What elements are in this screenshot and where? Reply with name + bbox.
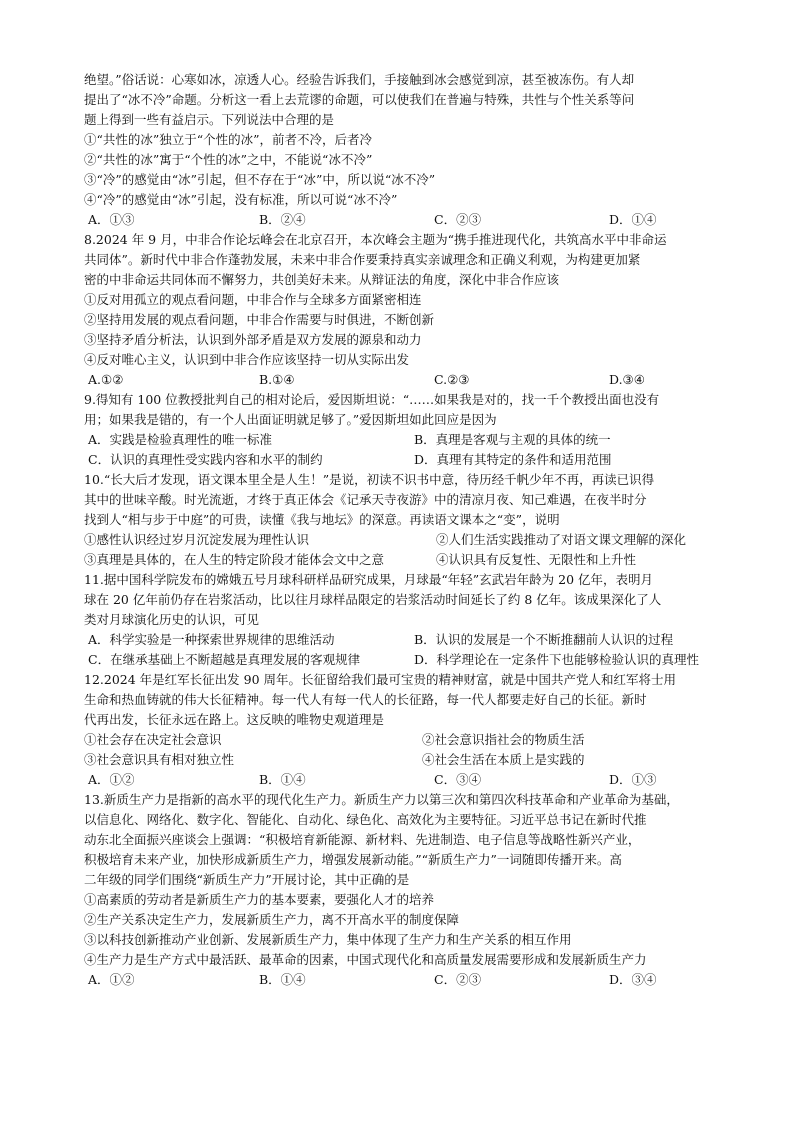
- option-c[interactable]: C．②③: [434, 212, 482, 227]
- option-a[interactable]: A．实践是检验真理性的唯一标准: [88, 432, 273, 447]
- question-8-options: [84, 370, 714, 390]
- question-11-options-row: [84, 630, 714, 650]
- option-b[interactable]: B.①④: [259, 372, 295, 387]
- statement-3: ③社会意识具有相对独立性: [84, 752, 235, 767]
- option-a[interactable]: A．①②: [88, 972, 135, 987]
- question-8-statement: ①反对用孤立的观点看问题，中非合作与全球多方面紧密相连: [84, 292, 422, 307]
- question-12: [84, 670, 714, 790]
- question-8-statement: ②坚持用发展的观点看问题，中非合作需要与时俱进，不断创新: [84, 312, 435, 327]
- question-13-stem-line: 积极培育未来产业，加快形成新质生产力，增强发展新动能。”“新质生产力”一词随即传播开来。高: [84, 852, 622, 867]
- question-7-stem-line: 题上得到一些有益启示。下列说法中合理的是: [84, 112, 335, 127]
- option-d[interactable]: D．科学理论在一定条件下也能够检验认识的真理性: [414, 652, 700, 667]
- question-13-stem-line: 二年级的同学们围绕“新质生产力”开展讨论，其中正确的是: [84, 872, 410, 887]
- question-9: [84, 390, 714, 470]
- option-a[interactable]: A．①②: [88, 772, 135, 787]
- question-13-stem-line: 以信息化、网络化、数字化、智能化、自动化、绿色化、高效化为主要特征。习近平总书记在新时代推: [84, 812, 647, 827]
- option-d[interactable]: D.③④: [609, 372, 645, 387]
- question-12-stem-line: 代再出发，长征永远在路上。这反映的唯物史观道理是: [84, 712, 385, 727]
- question-13-options: [84, 970, 714, 990]
- statement-1: ①社会存在决定社会意识: [84, 732, 222, 747]
- question-7: [84, 70, 714, 230]
- question-12-stem-line: 生命和热血铸就的伟大长征精神。每一代人有每一代人的长征路，每一代人都要走好自己的长征。新时: [84, 692, 647, 707]
- question-11-stem-line: 类对月球演化历史的认识，可见: [84, 612, 260, 627]
- question-8-stem-line: 共同体”。新时代中非合作蓬勃发展，未来中非合作要秉持真实亲诚理念和正确义利观，为构建更加紧: [84, 252, 641, 267]
- question-10-stem-line: 找到人“相与步于中庭”的可贵，读懂《我与地坛》的深意。再读语文课本之“变”，说明: [84, 512, 560, 527]
- option-b[interactable]: B．①④: [259, 972, 306, 987]
- option-c[interactable]: C．认识的真理性受实践内容和水平的制约: [88, 452, 323, 467]
- question-7-statement: ①“共性的冰”独立于“个性的冰”，前者不冷，后者冷: [84, 132, 373, 147]
- question-13-stem-line: 动东北全面振兴座谈会上强调：“积极培育新能源、新材料、先进制造、电子信息等战略性新兴产业，: [84, 832, 641, 847]
- question-9-stem-line: 9.得知有 100 位教授批判自己的相对论后，爱因斯坦说：“……如果我是对的，找一千个教授出面也没有: [84, 392, 660, 407]
- option-d[interactable]: D．③④: [609, 972, 657, 987]
- question-12-options: [84, 770, 714, 790]
- question-8-statement: ④反对唯心主义，认识到中非合作应该坚持一切从实际出发: [84, 352, 410, 367]
- question-11-stem-line: 11.据中国科学院发布的嫦娥五号月球科研样品研究成果，月球最“年轻”玄武岩年龄为 20 亿年，表明月: [84, 572, 654, 587]
- option-b[interactable]: B．②④: [259, 212, 306, 227]
- question-10-statements-row: [84, 530, 714, 550]
- question-10-stem-line: 其中的世味辛酸。时光流逝，才终于真正体会《记承天寺夜游》中的清凉月夜、知己难遇，在夜半时分: [84, 492, 647, 507]
- question-12-statements-row: [84, 750, 714, 770]
- question-13-statement: ④生产力是生产方式中最活跃、最革命的因素，中国式现代化和高质量发展需要形成和发展新质生产力: [84, 952, 647, 967]
- option-a[interactable]: A．①③: [88, 212, 135, 227]
- question-11: [84, 570, 714, 670]
- option-b[interactable]: B．真理是客观与主观的具体的统一: [414, 432, 611, 447]
- question-7-stem-line: 绝望。”俗话说：心寒如冰，凉透人心。经验告诉我们，手接触到冰会感觉到凉，甚至被冻伤。有人却: [84, 72, 635, 87]
- question-9-stem-line: 用；如果我是错的，有一个人出面证明就足够了。”爱因斯坦如此回应是因为: [84, 412, 497, 427]
- option-c[interactable]: C．③④: [434, 772, 482, 787]
- question-10-stem-line: 10.“长大后才发现，语文课本里全是人生！”是说，初读不识书中意，待历经千帆少年不再，再读已识得: [84, 472, 655, 487]
- question-7-statement: ③“冷”的感觉由“冰”引起，但不存在于“冰”中，所以说“冰不冷”: [84, 172, 436, 187]
- statement-2: ②人们生活实践推动了对语文课文理解的深化: [436, 532, 687, 547]
- statement-3: ③真理是具体的，在人生的特定阶段才能体会文中之意: [84, 552, 385, 567]
- option-d[interactable]: D．真理有其特定的条件和适用范围: [414, 452, 612, 467]
- option-c[interactable]: C．②③: [434, 972, 482, 987]
- question-13: [84, 790, 714, 990]
- question-13-statement: ③以科技创新推动产业创新、发展新质生产力，集中体现了生产力和生产关系的相互作用: [84, 932, 572, 947]
- statement-4: ④社会生活在本质上是实践的: [422, 752, 585, 767]
- question-13-statement: ①高素质的劳动者是新质生产力的基本要素，要强化人才的培养: [84, 892, 435, 907]
- question-13-stem-line: 13.新质生产力是指新的高水平的现代化生产力。新质生产力以第三次和第四次科技革命和产业革命为基础，: [84, 792, 679, 807]
- question-8-stem-line: 8.2024 年 9 月，中非合作论坛峰会在北京召开，本次峰会主题为“携手推进现代化，共筑高水平中非命运: [84, 232, 667, 247]
- statement-4: ④认识具有反复性、无限性和上升性: [436, 552, 637, 567]
- exam-page: [84, 70, 714, 990]
- question-12-statements-row: [84, 730, 714, 750]
- option-b[interactable]: B．认识的发展是一个不断推翻前人认识的过程: [414, 632, 674, 647]
- option-a[interactable]: A．科学实验是一种探索世界规律的思维活动: [88, 632, 335, 647]
- question-10: [84, 470, 714, 570]
- question-8-stem-line: 密的中非命运共同体而不懈努力，共创美好未来。从辩证法的角度，深化中非合作应该: [84, 272, 560, 287]
- option-c[interactable]: C.②③: [434, 372, 470, 387]
- question-13-statement: ②生产关系决定生产力，发展新质生产力，离不开高水平的制度保障: [84, 912, 460, 927]
- question-10-statements-row: [84, 550, 714, 570]
- question-11-options-row: [84, 650, 714, 670]
- question-7-statement: ②“共性的冰”寓于“个性的冰”之中，不能说“冰不冷”: [84, 152, 373, 167]
- option-d[interactable]: D．①③: [609, 772, 657, 787]
- question-9-options-row: [84, 450, 714, 470]
- option-a[interactable]: A.①②: [88, 372, 124, 387]
- question-8: [84, 230, 714, 390]
- question-7-stem-line: 提出了“冰不冷”命题。分析这一看上去荒谬的命题，可以使我们在普遍与特殊，共性与个性关系等问: [84, 92, 635, 107]
- statement-1: ①感性认识经过岁月沉淀发展为理性认识: [84, 532, 310, 547]
- question-12-stem-line: 12.2024 年是红军长征出发 90 周年。长征留给我们最可宝贵的精神财富，就是中国共产党人和红军将士用: [84, 672, 677, 687]
- question-9-options-row: [84, 430, 714, 450]
- question-11-stem-line: 球在 20 亿年前仍存在岩浆活动，比以往月球样品限定的岩浆活动时间延长了约 8 亿年。该成果深化了人: [84, 592, 662, 607]
- question-7-statement: ④“冷”的感觉由“冰”引起，没有标准，所以可说“冰不冷”: [84, 192, 398, 207]
- option-c[interactable]: C．在继承基础上不断超越是真理发展的客观规律: [88, 652, 361, 667]
- statement-2: ②社会意识指社会的物质生活: [422, 732, 585, 747]
- question-8-statement: ③坚持矛盾分析法，认识到外部矛盾是双方发展的源泉和动力: [84, 332, 422, 347]
- option-d[interactable]: D．①④: [609, 212, 657, 227]
- question-7-options: [84, 210, 714, 230]
- option-b[interactable]: B．①④: [259, 772, 306, 787]
